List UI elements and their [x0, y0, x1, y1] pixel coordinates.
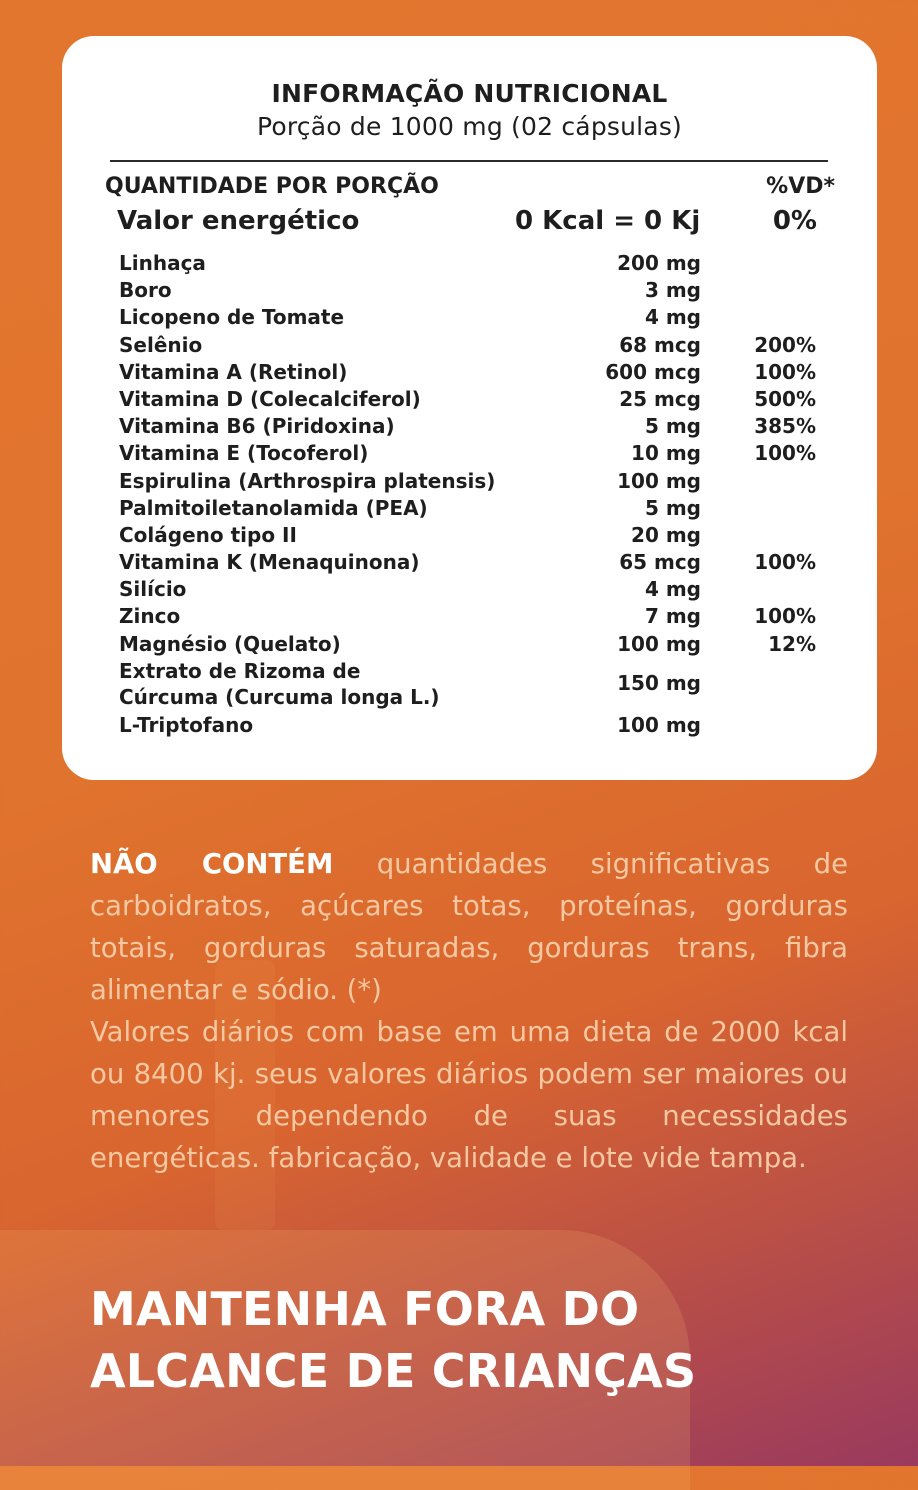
nutrient-dv: 100% [754, 441, 816, 466]
table-row [119, 248, 819, 275]
disclaimer-notes [90, 843, 848, 1179]
energy-amount: 0 Kcal = 0 Kj [515, 206, 701, 236]
table-row [119, 384, 819, 411]
nutrient-name: Vitamina K (Menaquinona) [119, 550, 420, 575]
nutrient-name: Espirulina (Arthrospira platensis) [119, 468, 496, 493]
nutrient-amount: 25 mcg [619, 386, 701, 411]
nutrient-amount: 5 mg [644, 414, 701, 439]
not-contains-lead: NÃO CONTÉM [90, 848, 334, 880]
nutrient-dv: 100% [754, 604, 816, 629]
nutrient-dv: 200% [754, 332, 816, 357]
not-contains-paragraph [90, 843, 848, 1011]
daily-values-paragraph: Valores diários com base em uma dieta de 2000 kcal ou 8400 kj. seus valores diários podem ser maiores ou menores dependendo de suas necessidades energéticas. fabricação, validade e lote vide tampa. [90, 1016, 848, 1174]
nutrient-amount: 100 mg [617, 712, 701, 737]
nutrient-amount: 7 mg [644, 604, 701, 629]
nutrient-amount: 200 mg [617, 251, 701, 275]
table-row [119, 275, 819, 302]
not-contains-text: quantidades significativas de carboidratos, açúcares totas, proteínas, gorduras totais, gorduras saturadas, gorduras trans, fibra alimentar e sódio. (*) [90, 848, 849, 1006]
serving-text: Porção de 1000 mg (02 cápsulas) [256, 112, 682, 141]
energy-dv: 0% [772, 206, 817, 236]
nutrient-amount: 100 mg [617, 631, 701, 656]
nutrient-amount: 3 mg [644, 278, 701, 303]
nutrient-amount: 4 mg [644, 305, 701, 330]
nutrient-amount: 600 mcg [605, 359, 701, 384]
nutrient-name: Vitamina D (Colecalciferol) [119, 386, 421, 411]
nutrient-dv: 100% [754, 550, 816, 575]
nutrient-dv: 12% [768, 631, 816, 656]
table-row [119, 520, 819, 547]
nutrient-name-line1: Extrato de Rizoma de [119, 658, 361, 683]
table-row [119, 357, 819, 384]
table-row [119, 438, 819, 465]
table-row [119, 574, 819, 601]
nutrient-name [119, 658, 519, 710]
title-text: INFORMAÇÃO NUTRICIONAL [271, 79, 668, 108]
warning-line2: ALCANCE DE CRIANÇAS [90, 1344, 697, 1398]
nutrient-dv: 500% [754, 386, 816, 411]
table-row [119, 710, 819, 737]
nutrient-name: L-Triptofano [119, 712, 254, 737]
nutrient-name: Linhaça [119, 251, 206, 275]
nutrient-name: Boro [119, 278, 172, 303]
nutrient-dv: 385% [754, 414, 816, 439]
table-row [119, 302, 819, 329]
nutrient-name: Palmitoiletanolamida (PEA) [119, 495, 428, 520]
nutrient-amount: 20 mg [631, 522, 701, 547]
nutrient-name: Magnésio (Quelato) [119, 631, 341, 656]
table-row [119, 466, 819, 493]
table-row [119, 411, 819, 438]
table-row [119, 547, 819, 574]
warning-line1: MANTENHA FORA DO [90, 1282, 640, 1336]
nutrient-name: Selênio [119, 332, 203, 357]
nutrient-amount: 4 mg [644, 577, 701, 602]
nutrient-amount: 150 mg [617, 670, 701, 695]
header-divider [110, 160, 828, 162]
children-warning [90, 1278, 850, 1402]
nutrient-table [119, 248, 819, 737]
nutrient-name: Zinco [119, 604, 181, 629]
nutrient-name-line2: Cúrcuma (Curcuma longa L.) [119, 684, 440, 709]
nutrient-amount: 5 mg [644, 495, 701, 520]
nutrient-name: Silício [119, 577, 187, 602]
nutrient-dv: 100% [754, 359, 816, 384]
nutrient-amount: 10 mg [631, 441, 701, 466]
table-row [119, 629, 819, 656]
table-row [119, 330, 819, 357]
header-dv: %VD* [766, 174, 835, 199]
nutrient-amount: 65 mcg [619, 550, 701, 575]
energy-row [117, 206, 817, 242]
header-quantity: QUANTIDADE POR PORÇÃO [105, 174, 439, 199]
nutrient-amount: 100 mg [617, 468, 701, 493]
table-row [119, 493, 819, 520]
nutrient-name: Colágeno tipo II [119, 522, 297, 547]
table-row [119, 656, 819, 710]
nutrient-name: Vitamina B6 (Piridoxina) [119, 414, 395, 439]
nutrient-name: Licopeno de Tomate [119, 305, 345, 330]
nutrient-name: Vitamina A (Retinol) [119, 359, 348, 384]
table-row [119, 601, 819, 628]
nutrient-amount: 68 mcg [619, 332, 701, 357]
nutrient-name: Vitamina E (Tocoferol) [119, 441, 369, 466]
nutrition-facts-card [62, 36, 877, 780]
energy-name: Valor energético [117, 206, 360, 236]
table-header [105, 174, 835, 204]
